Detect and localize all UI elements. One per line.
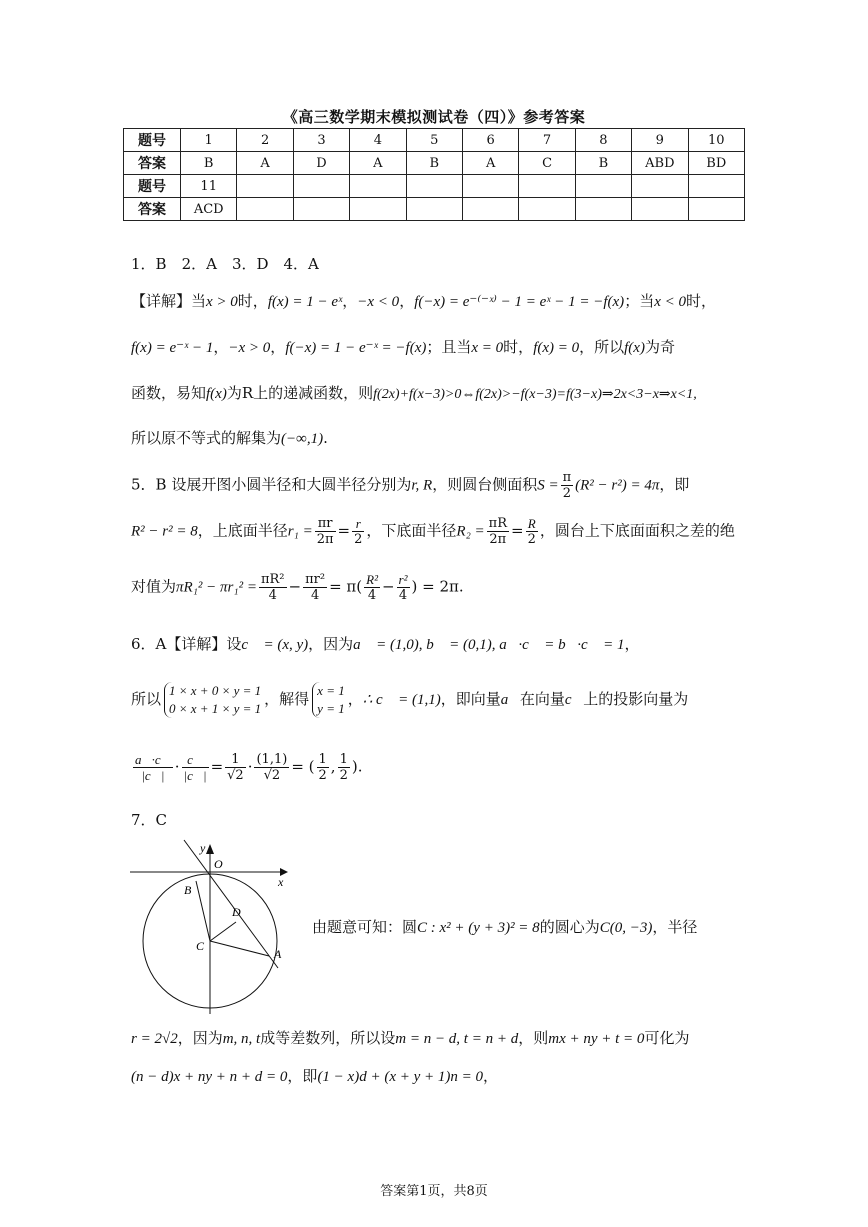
table-cell: 10 bbox=[688, 129, 744, 152]
text: 6．A【详解】设 bbox=[131, 635, 242, 653]
segment-cb bbox=[196, 881, 210, 941]
table-cell bbox=[575, 198, 631, 221]
table-cell: 11 bbox=[181, 175, 237, 198]
fraction bbox=[526, 516, 538, 547]
table-cell: B bbox=[181, 152, 237, 175]
q7-line1 bbox=[131, 1028, 689, 1049]
table-cell bbox=[575, 175, 631, 198]
table-cell bbox=[519, 175, 575, 198]
math: f(x) bbox=[206, 386, 227, 402]
math: S = bbox=[537, 477, 559, 494]
table-cell bbox=[462, 198, 518, 221]
denominator: √2 bbox=[227, 768, 244, 783]
math: mx + ny + t = 0 bbox=[548, 1031, 645, 1047]
label-a: A bbox=[274, 947, 282, 961]
denominator: 4 bbox=[268, 588, 277, 603]
table-cell: C bbox=[519, 152, 575, 175]
math: = bbox=[337, 521, 351, 540]
text: ， bbox=[483, 1067, 499, 1085]
text: ， bbox=[213, 338, 229, 356]
table-cell: 2 bbox=[237, 129, 293, 152]
table-cell: 4 bbox=[350, 129, 406, 152]
numerator: r bbox=[352, 516, 364, 532]
table-cell bbox=[688, 198, 744, 221]
text: ，解得 bbox=[264, 690, 310, 708]
fraction bbox=[338, 752, 350, 783]
math: f(x) = e⁻ˣ − 1 bbox=[131, 340, 214, 356]
denominator: |c⃗| bbox=[183, 768, 207, 783]
system-brace bbox=[164, 682, 261, 718]
fraction bbox=[397, 572, 410, 603]
fraction bbox=[182, 752, 209, 783]
table-cell: 9 bbox=[632, 129, 688, 152]
table-cell: D bbox=[293, 152, 349, 175]
numerator: 1 bbox=[339, 752, 348, 767]
math: πR₁² − πr₁² = bbox=[176, 579, 257, 596]
fraction bbox=[364, 572, 380, 603]
text: ，即 bbox=[659, 475, 690, 494]
q7-answer: 7．C bbox=[131, 811, 168, 829]
denominator: 2 bbox=[527, 532, 536, 547]
numerator: R bbox=[526, 516, 538, 532]
numerator: c⃗ bbox=[182, 752, 209, 768]
text: ， bbox=[347, 690, 363, 708]
q4-line3 bbox=[131, 383, 697, 405]
system-brace bbox=[312, 682, 345, 718]
numerator: πR² bbox=[260, 572, 285, 587]
text: . bbox=[323, 429, 328, 447]
text: 为R上的递减函数，则 bbox=[226, 384, 374, 402]
fraction bbox=[254, 752, 289, 783]
text: 所以 bbox=[131, 690, 162, 708]
q7-line2 bbox=[131, 1066, 498, 1087]
fraction bbox=[133, 752, 173, 783]
q6-line2 bbox=[131, 682, 688, 718]
text: ，即 bbox=[287, 1067, 318, 1085]
q5-line3 bbox=[131, 572, 464, 603]
denominator: 4 bbox=[367, 588, 377, 603]
math: = bbox=[511, 521, 524, 540]
table-cell bbox=[350, 175, 406, 198]
table-cell: A bbox=[237, 152, 293, 175]
numerator: a⃗·c⃗ bbox=[135, 752, 171, 767]
numerator: πR bbox=[488, 516, 507, 531]
equation: 0 × x + 1 × y = 1 bbox=[169, 701, 262, 716]
fraction bbox=[259, 572, 287, 603]
math: · bbox=[247, 757, 253, 776]
table-cell bbox=[632, 198, 688, 221]
math: r₁ = bbox=[287, 523, 313, 540]
circle-diagram bbox=[128, 838, 298, 1018]
math: f(−x) = 1 − e⁻ˣ = −f(x) bbox=[285, 340, 427, 356]
text: 在向量 bbox=[519, 690, 565, 708]
text: 时， bbox=[237, 292, 268, 310]
math: · bbox=[174, 757, 180, 776]
fraction bbox=[317, 752, 329, 783]
fraction bbox=[303, 572, 327, 603]
math: r = 2√2 bbox=[131, 1031, 178, 1047]
text: 上的投影向量为 bbox=[583, 690, 689, 708]
row-label: 答案 bbox=[124, 198, 181, 221]
text: ，因为 bbox=[308, 635, 354, 653]
table-cell: A bbox=[462, 152, 518, 175]
denominator: √2 bbox=[263, 768, 281, 783]
table-cell: 3 bbox=[293, 129, 349, 152]
numerator: πr bbox=[315, 516, 336, 532]
table-cell: 1 bbox=[181, 129, 237, 152]
q4-line2 bbox=[131, 337, 675, 358]
math: (1 − x)d + (x + y + 1)n = 0 bbox=[317, 1069, 484, 1085]
numerator: πr² bbox=[305, 572, 326, 587]
text: ；且当 bbox=[426, 338, 472, 356]
math: a⃗ = (1,0), b⃗ = (0,1), a⃗·c⃗ = b⃗·c⃗ = 1 bbox=[353, 637, 625, 653]
math: f(x) bbox=[624, 340, 645, 356]
label-x: x bbox=[278, 875, 284, 889]
math: −x > 0 bbox=[228, 340, 271, 356]
table-cell bbox=[237, 198, 293, 221]
table-cell: ACD bbox=[181, 198, 237, 221]
math: f(−x) = e⁻⁽⁻ˣ⁾ − 1 = eˣ − 1 = −f(x) bbox=[414, 294, 625, 310]
table-cell bbox=[406, 175, 462, 198]
text: ，圆台上下底面面积之差的绝 bbox=[539, 521, 735, 540]
segment-cd bbox=[210, 922, 236, 941]
numerator: r² bbox=[398, 572, 408, 587]
numerator: R² bbox=[366, 572, 378, 587]
text: ；当 bbox=[624, 292, 655, 310]
table-cell: B bbox=[575, 152, 631, 175]
math: = ( bbox=[291, 757, 315, 776]
text: ， bbox=[399, 292, 415, 310]
fraction bbox=[561, 470, 574, 501]
table-cell bbox=[293, 175, 349, 198]
table-cell bbox=[350, 198, 406, 221]
math: m = n − d, t = n + d bbox=[395, 1031, 519, 1047]
table-cell: B bbox=[406, 152, 462, 175]
label-b: B bbox=[184, 883, 192, 897]
table-cell: BD bbox=[688, 152, 744, 175]
numerator: 1 bbox=[225, 752, 246, 768]
math: ∴ c⃗ = (1,1) bbox=[362, 692, 441, 708]
table-cell: 6 bbox=[462, 129, 518, 152]
q6-line1 bbox=[131, 634, 639, 655]
math: = π( bbox=[329, 577, 363, 596]
fraction bbox=[352, 516, 364, 547]
math: R² − r² = 8 bbox=[131, 523, 198, 540]
math: m, n, t bbox=[222, 1031, 261, 1047]
row-label: 题号 bbox=[124, 175, 181, 198]
text: 5．B 设展开图小圆半径和大圆半径分别为 bbox=[131, 475, 412, 494]
table-cell: 5 bbox=[406, 129, 462, 152]
text: ，则 bbox=[518, 1029, 549, 1047]
text: ，上底面半径 bbox=[197, 521, 288, 540]
math: − bbox=[381, 577, 395, 596]
q4-line4 bbox=[131, 428, 328, 449]
math: x = 0 bbox=[471, 340, 504, 356]
math: , bbox=[330, 757, 336, 776]
page-title: 《高三数学期末模拟测试卷（四）》参考答案 bbox=[282, 108, 586, 126]
answer-table bbox=[123, 128, 745, 221]
math: (R² − r²) = 4π bbox=[575, 477, 660, 494]
text: 由题意可知：圆 bbox=[312, 918, 418, 936]
math: x > 0 bbox=[206, 294, 238, 310]
q5-line2 bbox=[131, 516, 735, 547]
row-label: 题号 bbox=[124, 129, 181, 152]
denominator: 4 bbox=[398, 588, 408, 603]
table-cell bbox=[237, 175, 293, 198]
table-cell: 7 bbox=[519, 129, 575, 152]
text: 【详解】当 bbox=[131, 292, 207, 310]
math: C : x² + (y + 3)² = 8 bbox=[417, 920, 540, 936]
fraction bbox=[487, 516, 509, 547]
denominator: 2 bbox=[318, 768, 327, 783]
math: f(x) = 1 − eˣ bbox=[267, 294, 343, 310]
table-row bbox=[124, 129, 745, 152]
math: c⃗ = (x, y) bbox=[241, 637, 309, 653]
text: 时， bbox=[503, 338, 534, 356]
table-row bbox=[124, 198, 745, 221]
q5-line1 bbox=[131, 470, 689, 501]
table-cell: A bbox=[350, 152, 406, 175]
denominator: |c⃗| bbox=[141, 768, 165, 783]
table-row bbox=[124, 175, 745, 198]
equation: y = 1 bbox=[317, 701, 345, 716]
denominator: 2 bbox=[354, 532, 363, 547]
label-c: C bbox=[196, 939, 205, 953]
text: ，下底面半径 bbox=[366, 521, 457, 540]
q6-line3 bbox=[131, 752, 362, 783]
text: 函数，易知 bbox=[131, 384, 207, 402]
y-axis-arrow bbox=[206, 844, 214, 854]
text: ，所以 bbox=[579, 338, 625, 356]
numerator: π bbox=[562, 470, 572, 485]
text: 可化为 bbox=[644, 1029, 690, 1047]
table-cell bbox=[688, 175, 744, 198]
text: ， bbox=[342, 292, 358, 310]
equation: 1 × x + 0 × y = 1 bbox=[169, 683, 262, 698]
math: = bbox=[210, 757, 224, 776]
text: 对值为 bbox=[131, 577, 177, 596]
denominator: 2π bbox=[489, 532, 507, 547]
text: 成等差数列，所以设 bbox=[260, 1029, 396, 1047]
math: C(0, −3) bbox=[599, 920, 653, 936]
math: (n − d)x + ny + n + d = 0 bbox=[131, 1069, 288, 1085]
table-cell bbox=[632, 175, 688, 198]
table-cell bbox=[406, 198, 462, 221]
math: ). bbox=[351, 757, 363, 776]
label-d: D bbox=[232, 905, 241, 919]
text: ， bbox=[624, 635, 640, 653]
text: ， bbox=[270, 338, 286, 356]
math: c⃗ bbox=[564, 692, 584, 708]
q1-4-answers: 1．B 2．A 3．D 4．A bbox=[131, 255, 319, 273]
table-cell: ABD bbox=[632, 152, 688, 175]
math: −x < 0 bbox=[357, 294, 400, 310]
text: 时， bbox=[685, 292, 716, 310]
fraction bbox=[225, 752, 246, 783]
math: R₂ = bbox=[456, 523, 485, 540]
denominator: 2 bbox=[562, 486, 571, 501]
equation: x = 1 bbox=[317, 683, 345, 698]
table-cell bbox=[293, 198, 349, 221]
math: f(2x)+f(x−3)>0⇔f(2x)>−f(x−3)=f(3−x)⇒2x<3−x⇒x<1, bbox=[373, 387, 697, 402]
text: 所以原不等式的解集为 bbox=[131, 429, 282, 447]
numerator: (1,1) bbox=[256, 752, 288, 767]
text: 的圆心为 bbox=[539, 918, 600, 936]
label-y: y bbox=[200, 841, 206, 855]
math: f(x) = 0 bbox=[533, 340, 580, 356]
text: ，因为 bbox=[177, 1029, 223, 1047]
table-row bbox=[124, 152, 745, 175]
text: ，半径 bbox=[652, 918, 698, 936]
math: (−∞,1) bbox=[281, 431, 324, 447]
numerator: 1 bbox=[318, 752, 327, 767]
table-cell bbox=[519, 198, 575, 221]
math: x < 0 bbox=[654, 294, 686, 310]
math: r, R bbox=[411, 477, 433, 494]
text: ，则圆台侧面积 bbox=[432, 475, 538, 494]
math: ) = 2π. bbox=[411, 577, 464, 596]
denominator: 2 bbox=[339, 768, 348, 783]
denominator: 2π bbox=[316, 532, 334, 547]
table-cell bbox=[462, 175, 518, 198]
q4-line1 bbox=[131, 291, 716, 312]
text: ，即向量 bbox=[440, 690, 501, 708]
denominator: 4 bbox=[310, 588, 320, 603]
math: a⃗ bbox=[500, 692, 520, 708]
q7-figure-text bbox=[312, 916, 697, 937]
text: 为奇 bbox=[644, 338, 675, 356]
page-footer: 答案第1页，共8页 bbox=[380, 1184, 488, 1199]
table-cell: 8 bbox=[575, 129, 631, 152]
row-label: 答案 bbox=[124, 152, 181, 175]
math: − bbox=[288, 577, 302, 596]
fraction bbox=[315, 516, 336, 547]
label-o: O bbox=[214, 857, 223, 871]
